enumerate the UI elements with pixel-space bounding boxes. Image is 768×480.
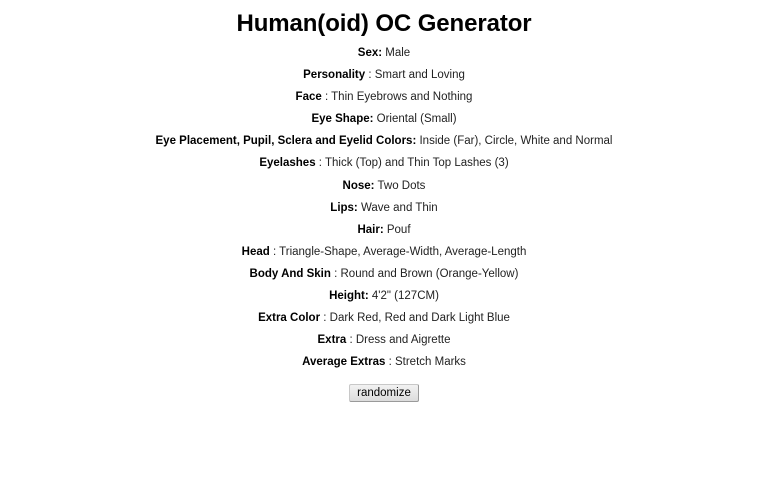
- trait-value: Male: [385, 46, 411, 59]
- trait-value: 4'2" (127CM): [371, 290, 439, 303]
- trait-label: Personality: [303, 69, 366, 82]
- trait-label: Eye Shape:: [311, 113, 374, 126]
- trait-value: : Thin Eyebrows and Nothing: [324, 91, 473, 104]
- trait-value: Two Dots: [377, 179, 426, 192]
- trait-row: [0, 170, 768, 192]
- trait-row: [0, 258, 768, 280]
- trait-label: Sex:: [357, 46, 383, 59]
- trait-row: [0, 280, 768, 302]
- trait-value: : Triangle-Shape, Average-Width, Average-Length: [272, 245, 527, 258]
- trait-label: Face: [295, 91, 322, 104]
- trait-label: Hair:: [357, 223, 384, 236]
- trait-value: Pouf: [386, 223, 411, 236]
- trait-row: [0, 37, 768, 59]
- trait-value: : Stretch Marks: [388, 356, 466, 369]
- trait-label: Height:: [329, 290, 369, 303]
- trait-label: Eyelashes: [259, 157, 316, 170]
- trait-value: : Round and Brown (Orange-Yellow): [334, 267, 519, 280]
- trait-label: Eye Placement, Pupil, Sclera and Eyelid Colors:: [155, 135, 417, 148]
- trait-label: Extra Color: [258, 312, 321, 325]
- trait-label: Average Extras: [302, 356, 386, 369]
- trait-row: [0, 192, 768, 214]
- trait-row: [0, 325, 768, 347]
- trait-row: [0, 82, 768, 104]
- randomize-button[interactable]: randomize: [349, 384, 419, 402]
- trait-row: [0, 236, 768, 258]
- trait-label: Lips:: [330, 201, 358, 214]
- trait-value: : Thick (Top) and Thin Top Lashes (3): [318, 157, 509, 170]
- trait-value: : Dress and Aigrette: [349, 334, 451, 347]
- trait-value: : Dark Red, Red and Dark Light Blue: [323, 312, 510, 325]
- trait-label: Body And Skin: [249, 267, 331, 280]
- trait-value: Oriental (Small): [376, 113, 457, 126]
- button-row: [0, 369, 768, 402]
- trait-row: [0, 104, 768, 126]
- trait-row: [0, 59, 768, 81]
- trait-row: [0, 347, 768, 369]
- trait-row: [0, 303, 768, 325]
- page-title: Human(oid) OC Generator: [236, 10, 532, 37]
- trait-row: [0, 214, 768, 236]
- trait-row: [0, 148, 768, 170]
- trait-label: Head: [241, 245, 270, 258]
- trait-list: [0, 37, 768, 368]
- trait-value: Wave and Thin: [360, 201, 438, 214]
- trait-label: Extra: [317, 334, 347, 347]
- trait-row: [0, 126, 768, 148]
- trait-label: Nose:: [342, 179, 375, 192]
- trait-value: Inside (Far), Circle, White and Normal: [419, 135, 613, 148]
- trait-value: : Smart and Loving: [368, 69, 465, 82]
